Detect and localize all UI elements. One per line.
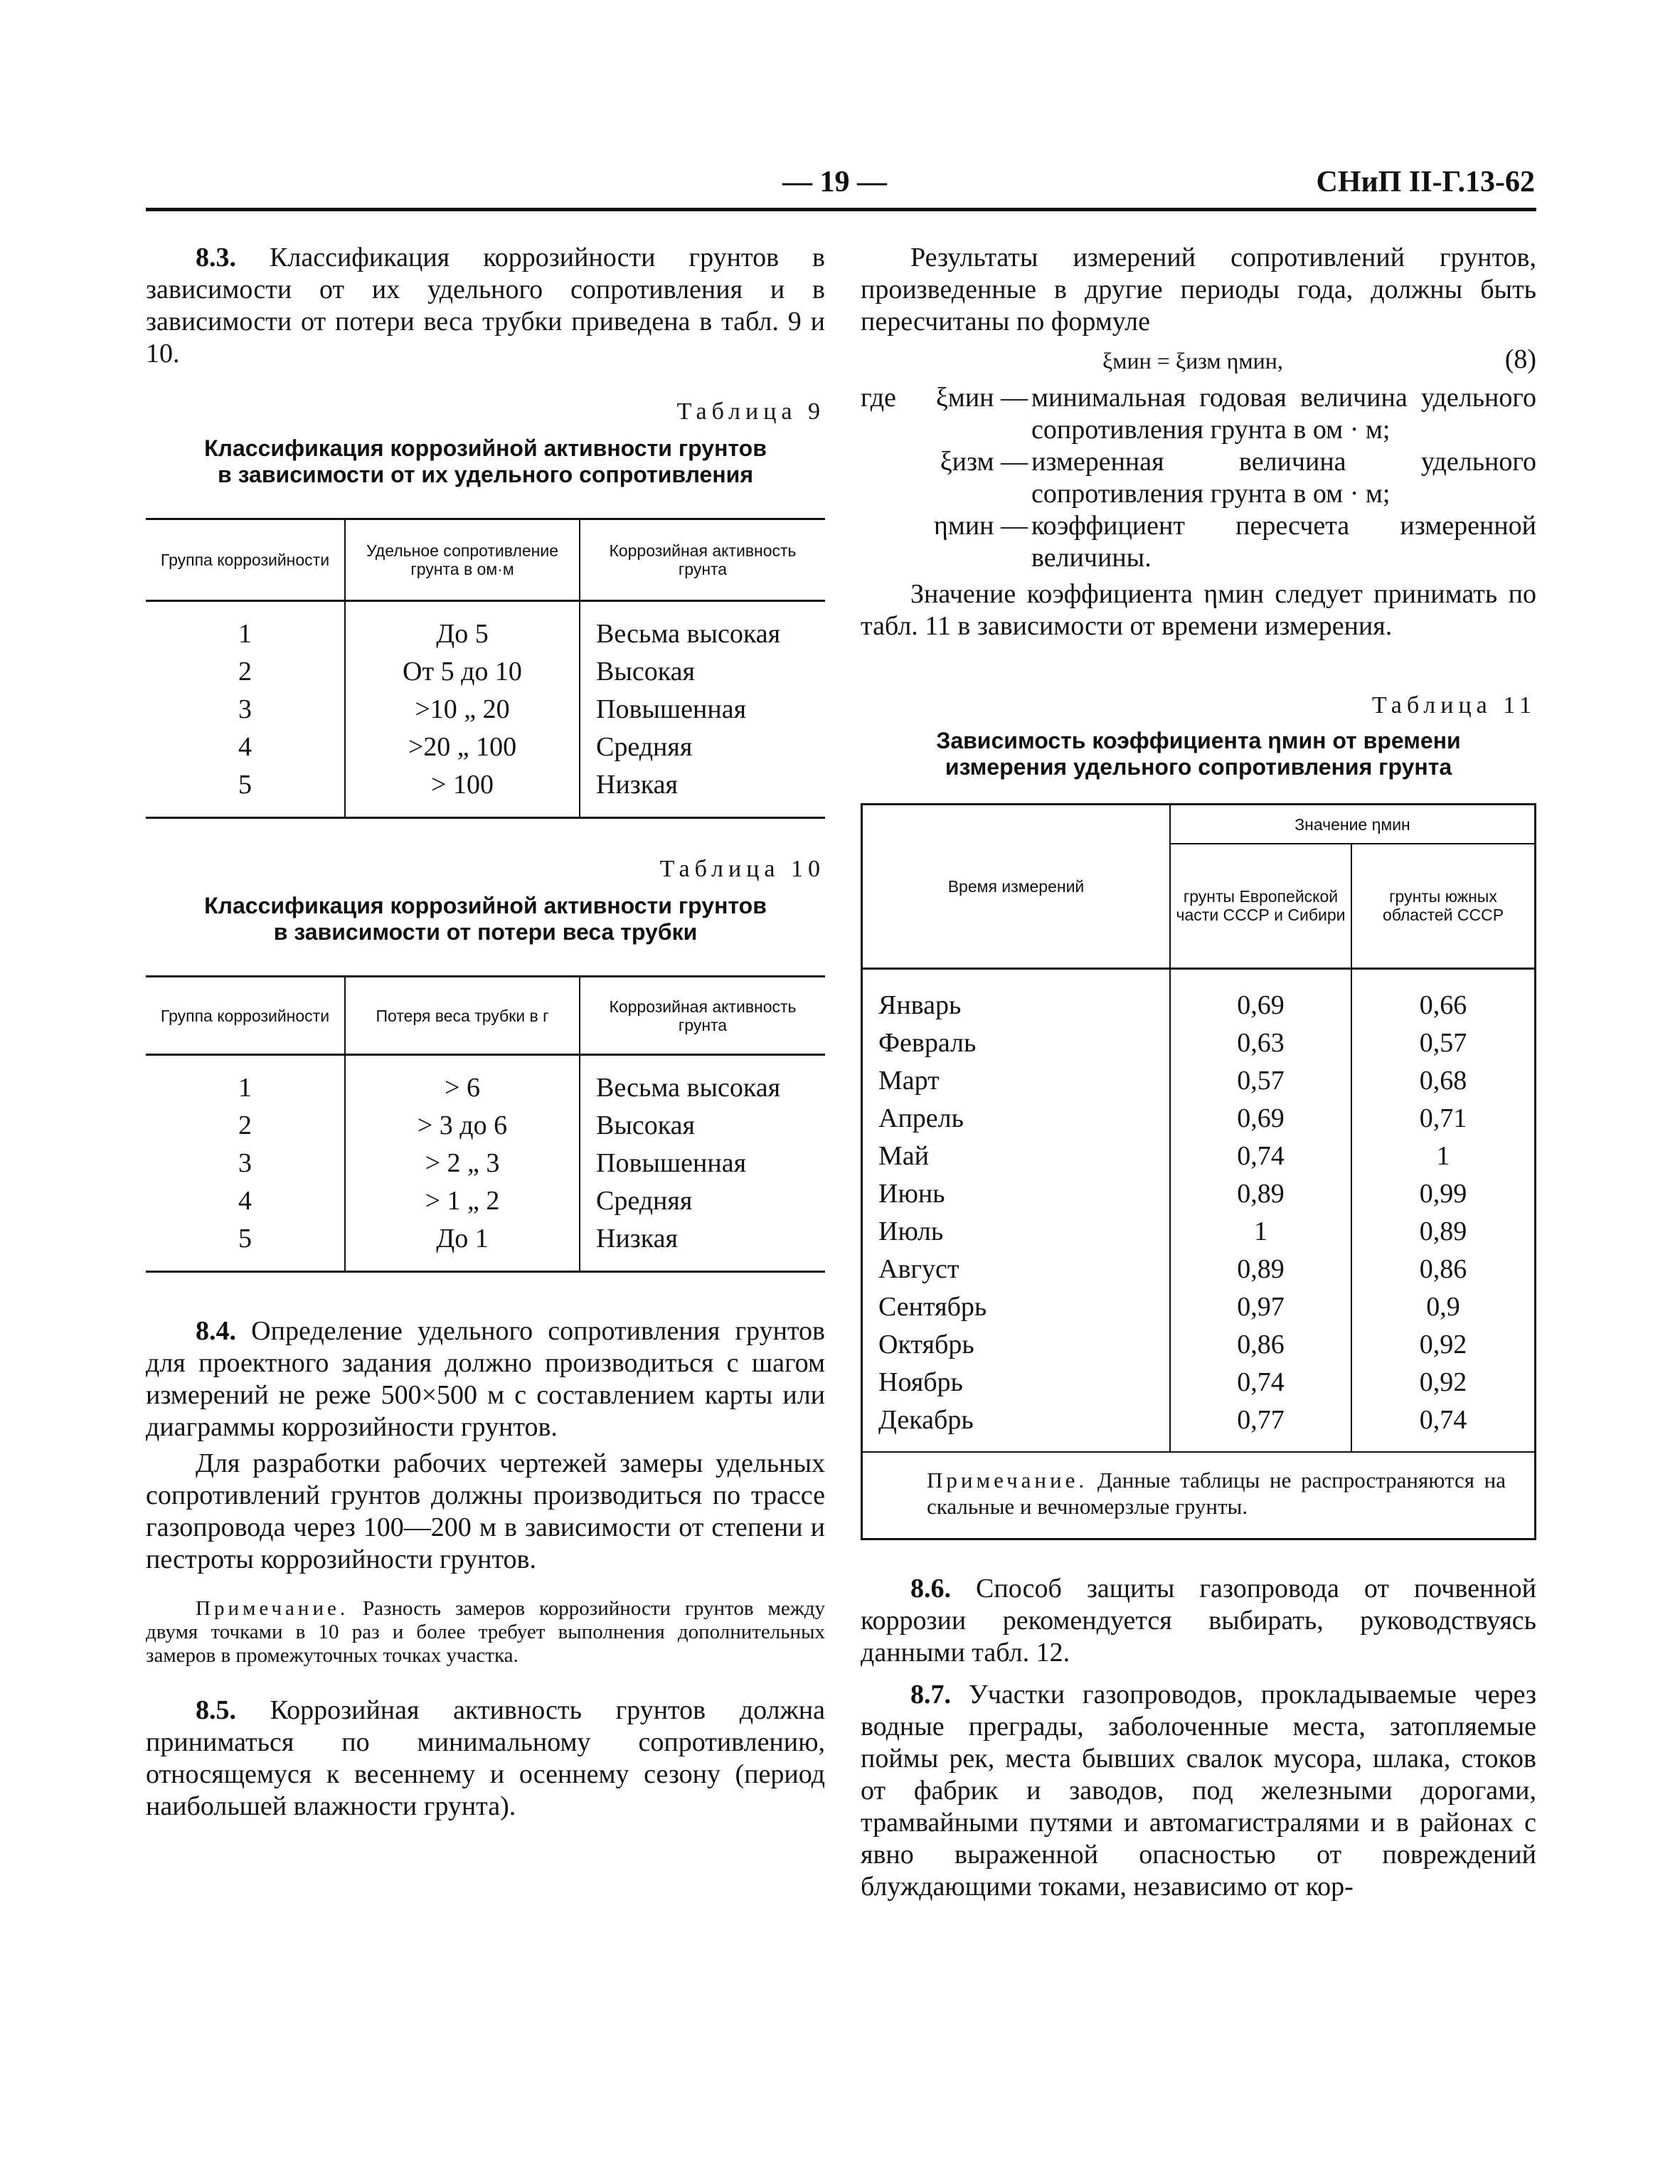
cell-europe: 0,63: [1170, 1024, 1351, 1062]
cell-europe: 0,74: [1170, 1364, 1351, 1401]
cell-month: Июль: [863, 1213, 1170, 1251]
cell-group: 3: [238, 1147, 252, 1178]
table-row: [863, 987, 1534, 1024]
cell-europe: 0,74: [1170, 1138, 1351, 1175]
table-row: [146, 653, 825, 691]
cell-group: 5: [238, 769, 252, 800]
cell-south: 0,99: [1419, 1179, 1467, 1209]
cell-value: > 100: [345, 766, 580, 804]
table-11-number: Таблица 11: [1371, 692, 1536, 719]
cell-month: Ноябрь: [863, 1364, 1170, 1401]
definitions: [861, 382, 1536, 574]
cell-south: 0,74: [1419, 1405, 1467, 1435]
paragraph-8-4: [146, 1315, 825, 1443]
cell-activity: Весьма высокая: [596, 618, 781, 649]
definition-symbol: ξизм —: [940, 447, 1028, 477]
definition-text: минимальная годовая величина удельного сопротивления грунта в ом · м;: [1031, 383, 1536, 445]
cell-month: Февраль: [863, 1024, 1170, 1062]
paragraph-8-6: [861, 1573, 1536, 1669]
table-row: [863, 1100, 1534, 1138]
cell-europe: 0,57: [1170, 1062, 1351, 1100]
cell-value: > 1 „ 2: [345, 1182, 580, 1220]
cell-group: 4: [238, 731, 252, 762]
where-word: где: [861, 383, 896, 413]
cell-activity: Средняя: [596, 1185, 693, 1216]
table-9-number: Таблица 9: [676, 398, 825, 425]
caption-line: измерения удельного сопротивления грунта: [945, 754, 1452, 780]
paragraph-results: Результаты измерений сопротивлений грунтов, произведенные в другие периоды года, должны быть пересчитаны по формуле: [861, 243, 1536, 336]
table-10-header-loss: Потеря веса трубки в г: [345, 977, 580, 1055]
caption-line: Классификация коррозийной активности грунтов: [204, 893, 767, 918]
table-10-header-activity: Коррозийная активность грунта: [609, 997, 797, 1034]
cell-europe: 0,86: [1170, 1326, 1351, 1364]
cell-europe: 0,89: [1170, 1251, 1351, 1288]
table-10-number: Таблица 10: [659, 856, 825, 882]
header-rule: [146, 208, 1536, 211]
table-9-header-group: Группа коррозийности: [160, 551, 330, 569]
paragraph-8-7: [861, 1679, 1536, 1903]
table-11-header-value: Значение ηмин: [1170, 805, 1534, 844]
cell-value: До 5: [345, 615, 580, 653]
clause-number: 8.6.: [910, 1574, 951, 1603]
cell-activity: Повышенная: [596, 1147, 747, 1178]
cell-month: Сентябрь: [863, 1288, 1170, 1326]
table-11-header-time: Время измерений: [863, 805, 1170, 968]
table-row: [863, 1326, 1534, 1364]
table-row: [863, 1251, 1534, 1288]
table-row: [146, 1145, 825, 1182]
table-10-caption: [146, 893, 825, 945]
cell-value: От 5 до 10: [345, 653, 580, 691]
cell-month: Август: [863, 1251, 1170, 1288]
table-row: [863, 1175, 1534, 1213]
right-column: [861, 242, 1536, 1903]
cell-value: > 2 „ 3: [345, 1145, 580, 1182]
cell-south: 0,89: [1419, 1216, 1467, 1246]
cell-activity: Низкая: [596, 769, 679, 800]
table-11: [863, 805, 1534, 1453]
cell-group: 3: [238, 694, 252, 724]
cell-activity: Весьма высокая: [596, 1072, 781, 1103]
definition-text: измеренная величина удельного сопротивления грунта в ом · м;: [1031, 447, 1536, 509]
clause-number: 8.5.: [196, 1695, 236, 1725]
cell-south: 0,9: [1426, 1292, 1460, 1322]
clause-number: 8.4.: [196, 1316, 236, 1346]
cell-group: 1: [238, 618, 252, 649]
cell-group: 1: [238, 1072, 252, 1103]
cell-europe: 0,77: [1170, 1401, 1351, 1439]
table-row: [146, 691, 825, 728]
cell-value: >10 „ 20: [345, 691, 580, 728]
table-9-caption: [146, 435, 825, 488]
note-label: Примечание.: [927, 1468, 1088, 1493]
cell-month: Апрель: [863, 1100, 1170, 1138]
clause-number: 8.3.: [196, 243, 236, 272]
table-row: [863, 1138, 1534, 1175]
definition-text: коэффициент пересчета измеренной величины.: [1031, 511, 1536, 573]
cell-group: 4: [238, 1185, 252, 1216]
cell-europe: 0,69: [1170, 1100, 1351, 1138]
cell-group: 5: [238, 1223, 252, 1253]
document-code: СНиП II-Г.13-62: [1316, 166, 1535, 198]
table-row: [863, 1213, 1534, 1251]
cell-south: 1: [1436, 1141, 1450, 1171]
clause-number: 8.7.: [910, 1680, 951, 1709]
note-text: Разность замеров коррозийности грунтов между двумя точками в 10 раз и более требует выполнения дополнительных замеров в промежуточных точках участка.: [146, 1597, 825, 1667]
table-row: [863, 1401, 1534, 1439]
paragraph-text: Коррозийная активность грунтов должна приниматься по минимальному сопротивлению, относящемуся к весеннему и осеннему сезону (период наибольшей влажности грунта).: [146, 1695, 825, 1821]
cell-month: Март: [863, 1062, 1170, 1100]
cell-group: 2: [238, 656, 252, 687]
cell-activity: Высокая: [596, 656, 695, 687]
cell-value: > 6: [345, 1069, 580, 1107]
paragraph-text: Определение удельного сопротивления грунтов для проектного задания должно производиться с шагом измерений не реже 500×500 м с составлением карты или диаграммы коррозийности грунтов.: [146, 1316, 825, 1442]
paragraph-text: Способ защиты газопровода от почвенной коррозии рекомендуется выбирать, руководствуясь данными табл. 12.: [861, 1574, 1537, 1668]
cell-south: 0,92: [1419, 1330, 1467, 1359]
cell-group: 2: [238, 1110, 252, 1140]
table-9-header-resistance: Удельное сопротивление грунта в ом·м: [345, 519, 580, 601]
caption-line: в зависимости от потери веса трубки: [273, 919, 698, 945]
cell-europe: 0,89: [1170, 1175, 1351, 1213]
page-number: — 19 —: [782, 166, 887, 198]
table-row: [146, 728, 825, 766]
table-row: [863, 1062, 1534, 1100]
note-label: Примечание.: [196, 1597, 349, 1620]
formula-line: [861, 341, 1536, 381]
table-row: [146, 766, 825, 804]
table-11-caption: [861, 728, 1536, 780]
cell-value: До 1: [345, 1220, 580, 1258]
cell-month: Май: [863, 1138, 1170, 1175]
table-10: [146, 975, 825, 1273]
cell-activity: Низкая: [596, 1223, 679, 1253]
cell-activity: Повышенная: [596, 694, 747, 724]
caption-line: в зависимости от их удельного сопротивления: [218, 462, 753, 487]
note-8-4: [146, 1597, 825, 1668]
cell-activity: Высокая: [596, 1110, 695, 1140]
cell-south: 0,66: [1419, 990, 1467, 1020]
table-row: [146, 615, 825, 653]
caption-line: Классификация коррозийной активности грунтов: [204, 435, 767, 461]
paragraph-8-4-b: Для разработки рабочих чертежей замеры удельных сопротивлений грунтов должны производиться по трассе газопровода через 100—200 м в зависимости от степени и пестроты коррозийности грунтов.: [146, 1448, 825, 1574]
cell-europe: 0,69: [1170, 987, 1351, 1024]
table-row: [146, 1069, 825, 1107]
definition-row: [861, 382, 1536, 446]
paragraph-text: Классификация коррозийности грунтов в зависимости от их удельного сопротивления и в зависимости от потери веса трубки приведена в табл. 9 и 10.: [146, 243, 825, 369]
table-row: [146, 1220, 825, 1258]
cell-south: 0,71: [1419, 1103, 1467, 1133]
formula-number: (8): [1504, 344, 1536, 374]
table-11-header-europe: грунты Европейской части СССР и Сибири: [1170, 844, 1351, 968]
table-10-header-group: Группа коррозийности: [160, 1006, 330, 1025]
definition-row: [861, 510, 1536, 574]
formula: ξмин = ξизм ηмин,: [1102, 348, 1283, 373]
caption-line: Зависимость коэффициента ηмин от времени: [936, 728, 1461, 753]
table-row: [146, 1107, 825, 1145]
table-11-note: [863, 1453, 1534, 1538]
paragraph-text: Участки газопроводов, прокладываемые через водные преграды, заболоченные места, затопляемые поймы рек, места бывших свалок мусора, шлака, стоков от фабрик и заводов, под железными дорогами, трамвайными путями и автомагистралями и в районах с явно выраженной опасностью от повреждений блуждающими токами, независимо от кор-: [861, 1680, 1536, 1902]
cell-south: 0,86: [1419, 1254, 1467, 1284]
table-9: [146, 518, 825, 819]
paragraph-coefficient: Значение коэффициента ηмин следует принимать по табл. 11 в зависимости от времени измерения.: [861, 579, 1536, 641]
table-11-header-south: грунты южных областей СССР: [1351, 844, 1534, 968]
cell-month: Июнь: [863, 1175, 1170, 1213]
cell-value: > 3 до 6: [345, 1107, 580, 1145]
table-row: [146, 1182, 825, 1220]
table-9-header-activity: Коррозийная активность грунта: [609, 541, 797, 578]
cell-south: 0,68: [1419, 1066, 1467, 1096]
cell-europe: 0,97: [1170, 1288, 1351, 1326]
cell-south: 0,57: [1419, 1028, 1467, 1058]
cell-europe: 1: [1170, 1213, 1351, 1251]
definition-symbol: ξмин —: [935, 383, 1028, 413]
left-column: [146, 242, 825, 1823]
paragraph-8-5: [146, 1695, 825, 1823]
table-row: [863, 1364, 1534, 1401]
cell-month: Январь: [863, 987, 1170, 1024]
cell-south: 0,92: [1419, 1367, 1467, 1397]
table-row: [863, 1288, 1534, 1326]
cell-month: Декабрь: [863, 1401, 1170, 1439]
cell-value: >20 „ 100: [345, 728, 580, 766]
table-row: [863, 1024, 1534, 1062]
note-text: Данные таблицы не распространяются на скальные и вечномерзлые грунты.: [927, 1468, 1506, 1519]
cell-activity: Средняя: [596, 731, 693, 762]
cell-month: Октябрь: [863, 1326, 1170, 1364]
definition-row: [861, 446, 1536, 510]
table-11-box: [861, 803, 1536, 1540]
definition-symbol: ηмин —: [933, 511, 1028, 541]
paragraph-8-3: [146, 242, 825, 370]
